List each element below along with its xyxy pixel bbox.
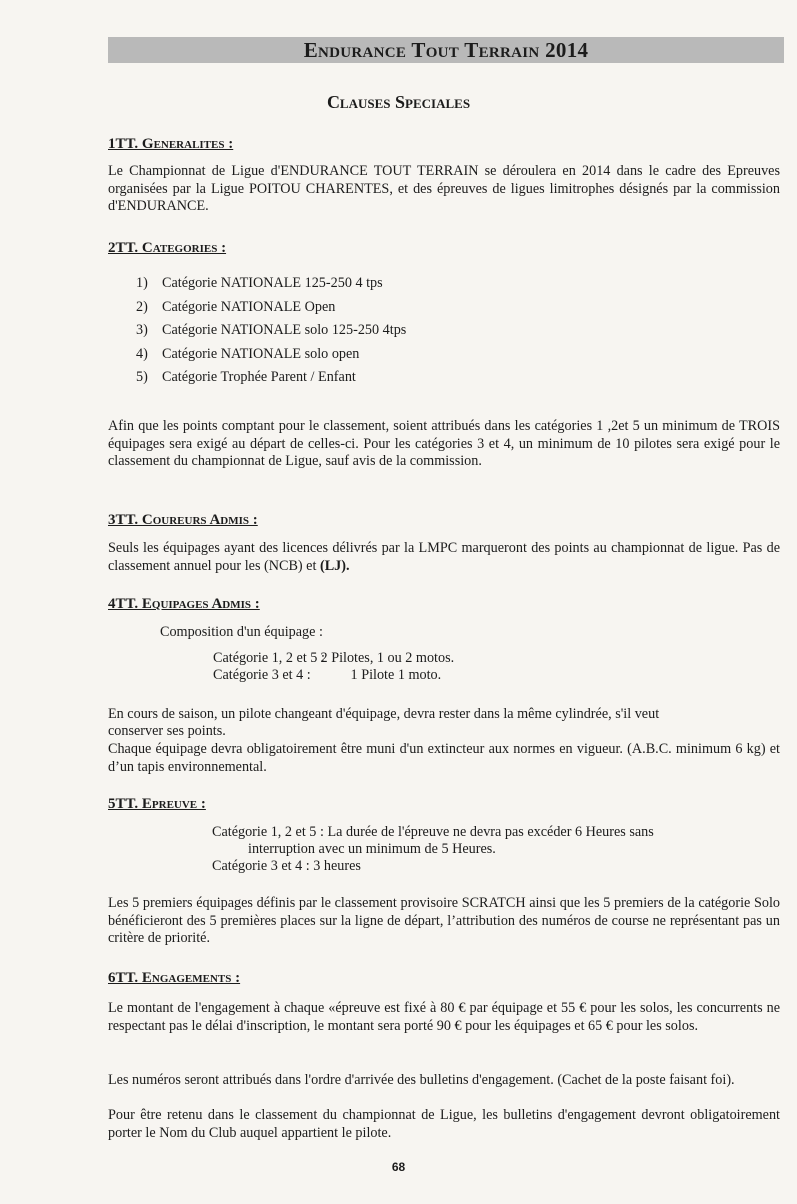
epreuve-durations: Catégorie 1, 2 et 5 : La durée de l'épreuve ne devra pas excéder 6 Heures sans interruption avec un minimum de 5 Heures. Catégorie 3 et 4 : 3 heures xyxy=(212,824,654,874)
document-subtitle: Clauses Speciales xyxy=(326,92,471,112)
equipage-table xyxy=(213,650,454,684)
section-text-categories: Afin que les points comptant pour le classement, soient attribués dans les catégories 1 ,2et 5 un minimum de TROIS équipages sera exigé au départ de celles-ci. Pour les catégories 3 et 4, un minimum de 10 pilotes sera exigé pour le classement du championnat de Ligue, sauf avis de la commission. xyxy=(108,418,780,469)
section-text-epreuve: Les 5 premiers équipages définis par le classement provisoire SCRATCH ainsi que les 5 premiers de la catégorie Solo bénéficieront des 5 premières places sur la ligne de départ, l’attribution des numéros de course ne représentant pas un critère de priorité. xyxy=(108,895,780,946)
section-text-engagements-3: Pour être retenu dans le classement du championnat de Ligue, les bulletins d'engagement devront obligatoirement porter le Nom du Club auquel appartient le pilote. xyxy=(108,1107,780,1141)
section-text-engagements-1: Le montant de l'engagement à chaque «épreuve est fixé à 80 € par équipage et 55 € pour les solos, les concurrents ne respectant pas le délai d'inscription, le montant sera porté 90 € pour les équipages et 65 € pour les solos. xyxy=(108,1000,780,1034)
section-heading-epreuve: 5TT. Epreuve : xyxy=(108,796,206,812)
section-heading-categories: 2TT. Categories : xyxy=(108,240,227,256)
list-item: 3) Catégorie NATIONALE solo 125-250 4tps xyxy=(136,322,407,338)
section-text-equipages-1b: conserver ses points. xyxy=(108,723,226,739)
section-heading-engagements: 6TT. Engagements : xyxy=(108,970,241,986)
list-item: 5) Catégorie Trophée Parent / Enfant xyxy=(136,369,356,385)
document-title: Endurance Tout Terrain 2014 xyxy=(303,38,589,62)
section-text-equipages-2: Chaque équipage devra obligatoirement être muni d'un extincteur aux normes en vigueur. (A.B.C. minimum 6 kg) et d’un tapis environnemental. xyxy=(108,741,780,775)
section-text-equipages-1a: En cours de saison, un pilote changeant d'équipage, devra rester dans la même cylindrée, s'il veut xyxy=(108,706,660,722)
section-text-coureurs-admis: Seuls les équipages ayant des licences délivrés par la LMPC marqueront des points au championnat de ligue. Pas de classement annuel pour les (NCB) et (LJ). xyxy=(108,540,780,574)
title-banner xyxy=(108,37,784,63)
section-text-generalites: Le Championnat de Ligue d'ENDURANCE TOUT TERRAIN se déroulera en 2014 dans le cadre des Epreuves organisées par la Ligue POITOU CHARENTES, et des épreuves de ligues limitrophes désignés par la commission d'ENDURANCE. xyxy=(108,163,780,214)
section-heading-equipages-admis: 4TT. Equipages Admis : xyxy=(108,596,260,612)
categories-list xyxy=(136,272,406,390)
section-text-engagements-2: Les numéros seront attribués dans l'ordre d'arrivée des bulletins d'engagement. (Cachet de la poste faisant foi). xyxy=(108,1072,735,1088)
page-number: 68 xyxy=(391,1160,406,1174)
list-item: 4) Catégorie NATIONALE solo open xyxy=(136,345,360,362)
section-heading-generalites: 1TT. Generalites : xyxy=(108,136,234,152)
composition-label: Composition d'un équipage : xyxy=(160,624,323,640)
table-row: Catégorie 1, 2 et 5 : 2 Pilotes, 1 ou 2 motos. xyxy=(213,650,455,666)
table-row: Catégorie 3 et 4 : 1 Pilote 1 moto. xyxy=(213,667,442,683)
list-item: 2) Catégorie NATIONALE Open xyxy=(136,298,336,315)
section-heading-coureurs-admis: 3TT. Coureurs Admis : xyxy=(108,512,258,528)
list-item: 1) Catégorie NATIONALE 125-250 4 tps xyxy=(136,275,383,291)
